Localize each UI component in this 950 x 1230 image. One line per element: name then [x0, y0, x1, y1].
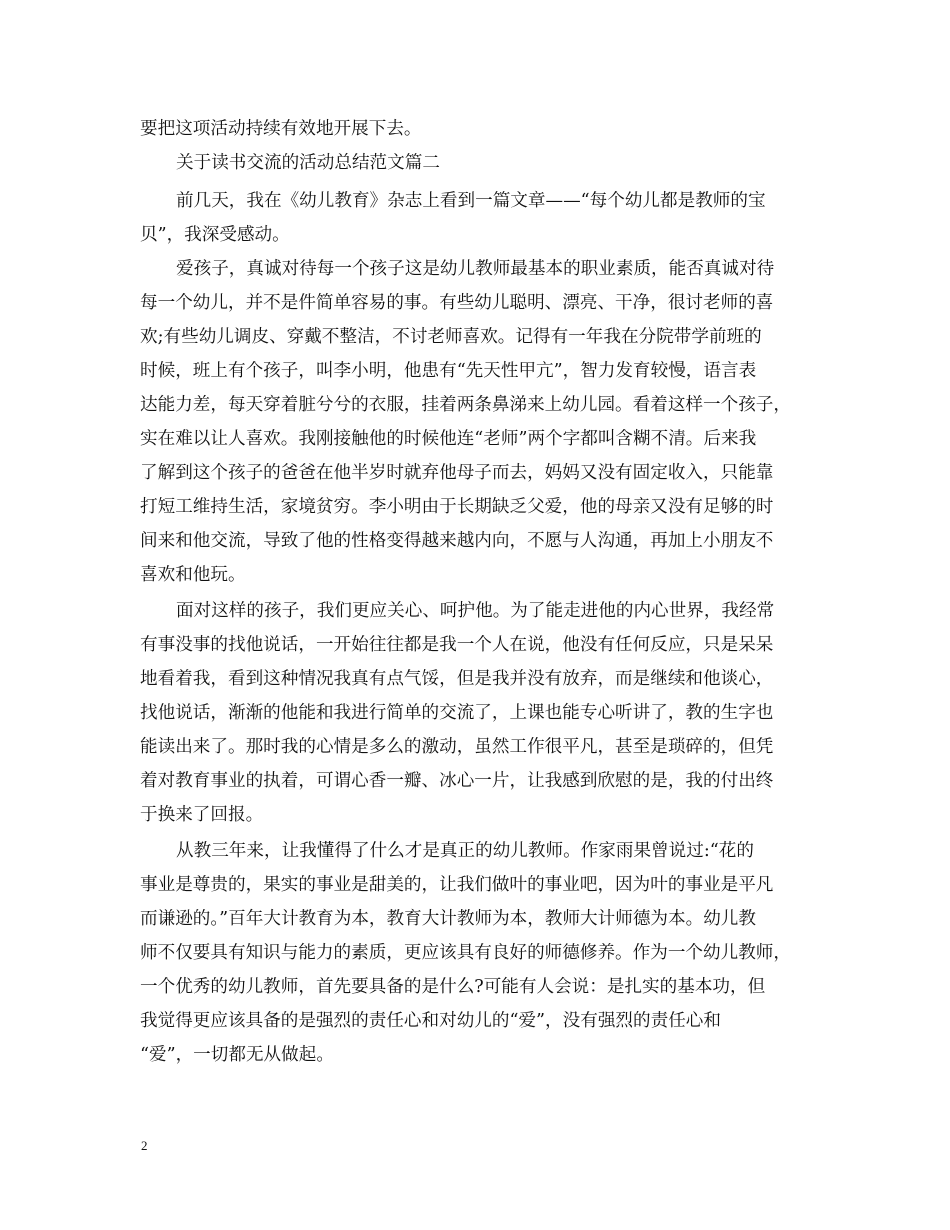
text-line: 打短工维持生活，家境贫穷。李小明由于长期缺乏父爱，他的母亲又没有足够的时 [140, 497, 774, 517]
text-line: 着对教育事业的执着，可谓心香一瓣、冰心一片，让我感到欣慰的是，我的付出终 [140, 771, 774, 791]
text-line: 能读出来了。那时我的心情是多么的激动，虽然工作很平凡，甚至是琐碎的，但凭 [140, 737, 774, 757]
text-line: 有事没事的找他说话，一开始往往都是我一个人在说，他没有任何反应，只是呆呆 [140, 635, 774, 655]
text-line: 喜欢和他玩。 [140, 565, 246, 585]
text-line: 时候，班上有个孩子，叫李小明，他患有“先天性甲亢”，智力发育较慢，语言表 [140, 361, 757, 381]
text-line: 于换来了回报。 [140, 805, 264, 825]
text-line: 一个优秀的幼儿教师，首先要具备的是什么?可能有人会说：是扎实的基本功，但 [140, 977, 766, 997]
text-line: 间来和他交流，导致了他的性格变得越来越内向，不愿与人沟通，再加上小朋友不 [140, 531, 774, 551]
text-line: 从教三年来，让我懂得了什么才是真正的幼儿教师。作家雨果曾说过:“花的 [176, 841, 754, 861]
text-line: 贝”，我深受感动。 [140, 225, 290, 245]
text-line: 地看着我，看到这种情况我真有点气馁，但是我并没有放弃，而是继续和他谈心， [140, 669, 774, 689]
text-line: 前几天，我在《幼儿教育》杂志上看到一篇文章——“每个幼儿都是教师的宝 [176, 191, 766, 211]
text-line: 师不仅要具有知识与能力的素质，更应该具有良好的师德修养。作为一个幼儿教师， [140, 943, 791, 963]
text-line: 要把这项活动持续有效地开展下去。 [140, 119, 422, 139]
section-heading: 关于读书交流的活动总结范文篇二 [176, 153, 440, 173]
text-line: 事业是尊贵的，果实的事业是甜美的，让我们做叶的事业吧，因为叶的事业是平凡 [140, 875, 774, 895]
text-line: 了解到这个孩子的爸爸在他半岁时就弃他母子而去，妈妈又没有固定收入，只能靠 [140, 463, 774, 483]
text-line: 欢;有些幼儿调皮、穿戴不整洁，不讨老师喜欢。记得有一年我在分院带学前班的 [140, 327, 762, 347]
text-line: 我觉得更应该具备的是强烈的责任心和对幼儿的“爱”，没有强烈的责任心和 [140, 1011, 721, 1031]
text-line: 达能力差，每天穿着脏兮兮的衣服，挂着两条鼻涕来上幼儿园。看着这样一个孩子， [140, 395, 791, 415]
text-line: 面对这样的孩子，我们更应关心、呵护他。为了能走进他的内心世界，我经常 [176, 601, 775, 621]
text-line: “爱”，一切都无从做起。 [140, 1045, 334, 1065]
text-line: 每一个幼儿，并不是件简单容易的事。有些幼儿聪明、漂亮、干净，很讨老师的喜 [140, 293, 774, 313]
text-line: 爱孩子，真诚对待每一个孩子这是幼儿教师最基本的职业素质，能否真诚对待 [176, 259, 775, 279]
text-line: 实在难以让人喜欢。我刚接触他的时候他连“老师”两个字都叫含糊不清。后来我 [140, 429, 757, 449]
page-number: 2 [141, 1138, 148, 1153]
text-line: 找他说话，渐渐的他能和我进行简单的交流了，上课也能专心听讲了，教的生字也 [140, 703, 774, 723]
text-line: 而谦逊的。”百年大计教育为本，教育大计教师为本，教师大计师德为本。幼儿教 [140, 909, 756, 929]
